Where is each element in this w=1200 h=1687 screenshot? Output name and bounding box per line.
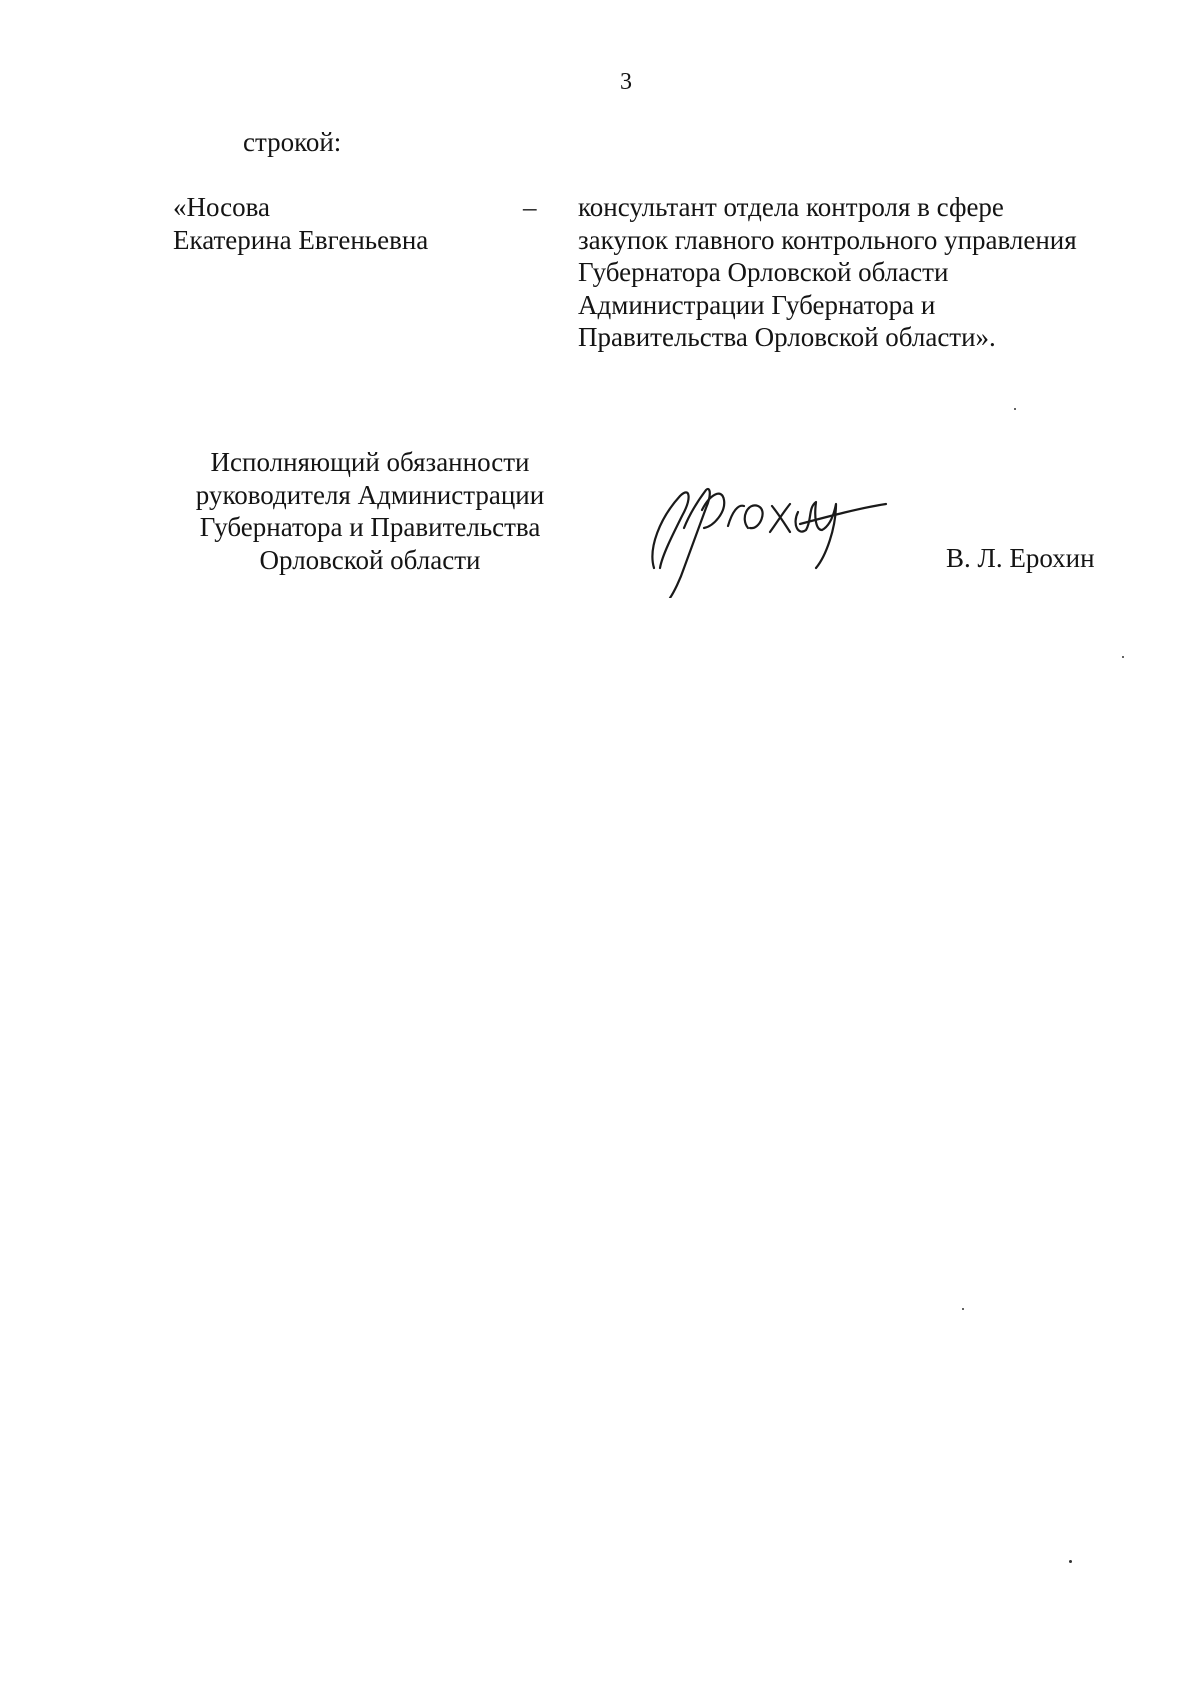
- signer-title-line: Исполняющий обязанности: [210, 447, 530, 477]
- entry-desc-line: Губернатора Орловской области: [578, 257, 949, 287]
- scan-speck: [1122, 656, 1124, 658]
- signer-title-line: руководителя Администрации: [195, 479, 545, 510]
- entry-desc-line: Правительства Орловской области».: [578, 322, 996, 352]
- signer-title-line: Орловской области: [259, 544, 481, 575]
- entry-name-line: «Носова: [173, 192, 271, 222]
- entry-desc-line: Администрации Губернатора и: [578, 289, 936, 320]
- scan-speck: [1069, 1560, 1072, 1563]
- entry-person-name: [173, 191, 428, 256]
- scan-speck: [962, 1308, 964, 1310]
- entry-name-line: Екатерина Евгеньевна: [173, 224, 429, 255]
- signer-name: В. Л. Ерохин: [946, 543, 1095, 573]
- entry-desc-line: закупок главного контрольного управления: [578, 224, 1077, 255]
- page-number: 3: [620, 69, 632, 95]
- signer-title-line: Губернатора и Правительства: [199, 512, 541, 542]
- signer-title: [185, 446, 555, 576]
- entry-position-description: [578, 191, 1077, 354]
- intro-text: строкой:: [243, 127, 342, 157]
- entry-dash: –: [523, 192, 537, 222]
- entry-desc-line: консультант отдела контроля в сфере: [578, 192, 1004, 222]
- scan-speck: [1014, 408, 1016, 410]
- handwritten-signature: [640, 468, 890, 598]
